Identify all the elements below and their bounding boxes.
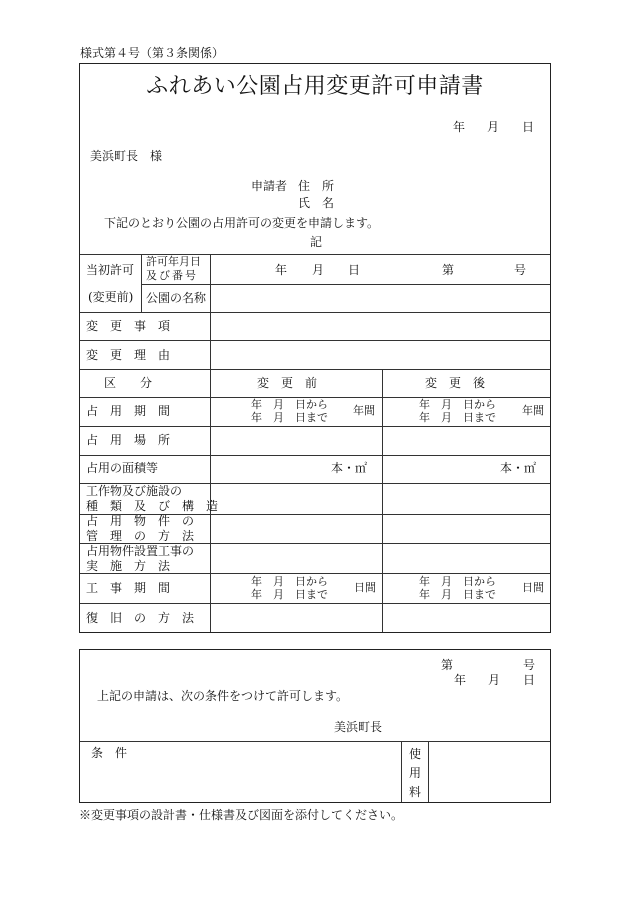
period-after-from: 年 月 日から [419, 398, 496, 411]
restore-label: 復 旧 の 方 法 [86, 611, 195, 625]
form-label: 様式第４号（第３条関係） [80, 46, 225, 60]
work-period-label: 工 事 期 間 [86, 581, 171, 595]
after-header: 変 更 後 [425, 376, 486, 390]
management-label-1: 占 用 物 件 の [86, 514, 195, 528]
approval-year: 年 [454, 673, 467, 687]
period-before-from: 年 月 日から [251, 398, 328, 411]
construction-label-2: 実 施 方 法 [86, 559, 171, 573]
work-before-from: 年 月 日から [251, 575, 328, 588]
approval-text: 上記の申請は、次の条件をつけて許可します。 [97, 689, 349, 703]
work-before-days: 日間 [354, 581, 376, 594]
original-permit-label: 当初許可 [86, 263, 135, 277]
period-label: 占 用 期 間 [86, 404, 171, 418]
period-before-to: 年 月 日まで [251, 411, 328, 424]
structure-label-2: 種 類 及 び 構 造 [86, 499, 219, 513]
period-before-years: 年間 [353, 404, 375, 417]
period-after-years: 年間 [522, 404, 544, 417]
addressee: 美浜町長 様 [90, 149, 163, 163]
ki-heading: 記 [310, 235, 323, 249]
approval-day: 日 [523, 673, 536, 687]
applicant-name-label: 氏 名 [298, 196, 335, 210]
work-before-to: 年 月 日まで [251, 588, 328, 601]
change-items-label: 変 更 事 項 [86, 319, 171, 333]
change-reason-label: 変 更 理 由 [86, 348, 171, 362]
original-permit-sublabel: (変更前) [88, 290, 134, 304]
construction-label-1: 占用物件設置工事の [86, 544, 195, 558]
category-header: 区 分 [104, 376, 153, 390]
park-name-label: 公園の名称 [146, 291, 207, 305]
structure-label-1: 工作物及び施設の [86, 484, 183, 498]
permit-date-label-1: 許可年月日 [146, 255, 201, 268]
permit-month: 月 [312, 263, 325, 277]
footnote: ※変更事項の設計書・仕様書及び図面を添付してください。 [79, 808, 404, 822]
request-text: 下記のとおり公園の占用許可の変更を申請します。 [104, 216, 380, 230]
work-after-to: 年 月 日まで [419, 588, 496, 601]
approval-box [79, 649, 551, 803]
permit-year: 年 [275, 263, 288, 277]
fee-label-3: 料 [409, 785, 422, 799]
area-label: 占用の面積等 [86, 461, 159, 475]
work-after-from: 年 月 日から [419, 575, 496, 588]
area-after-unit: 本・㎡ [500, 461, 537, 475]
fee-label-1: 使 [409, 747, 422, 761]
permit-date-label-2: 及び番号 [146, 269, 198, 282]
applicant-address-label: 住 所 [298, 179, 335, 193]
page-title: ふれあい公園占用変更許可申請書 [146, 74, 484, 99]
date-day: 日 [522, 120, 535, 134]
approval-mayor: 美浜町長 [334, 720, 383, 734]
place-label: 占 用 場 所 [86, 433, 171, 447]
area-before-unit: 本・㎡ [331, 461, 368, 475]
fee-label-2: 用 [409, 766, 422, 780]
permit-day: 日 [348, 263, 361, 277]
approval-no-prefix: 第 [441, 658, 454, 672]
before-header: 変 更 前 [257, 376, 318, 390]
period-after-to: 年 月 日まで [419, 411, 496, 424]
date-year: 年 [453, 120, 466, 134]
conditions-label: 条 件 [91, 746, 128, 760]
approval-no-suffix: 号 [523, 658, 536, 672]
work-after-days: 日間 [522, 581, 544, 594]
approval-month: 月 [488, 673, 501, 687]
date-month: 月 [487, 120, 500, 134]
permit-number-suffix: 号 [514, 263, 527, 277]
applicant-label: 申請者 [251, 179, 288, 193]
management-label-2: 管 理 の 方 法 [86, 529, 195, 543]
permit-number-prefix: 第 [442, 263, 455, 277]
